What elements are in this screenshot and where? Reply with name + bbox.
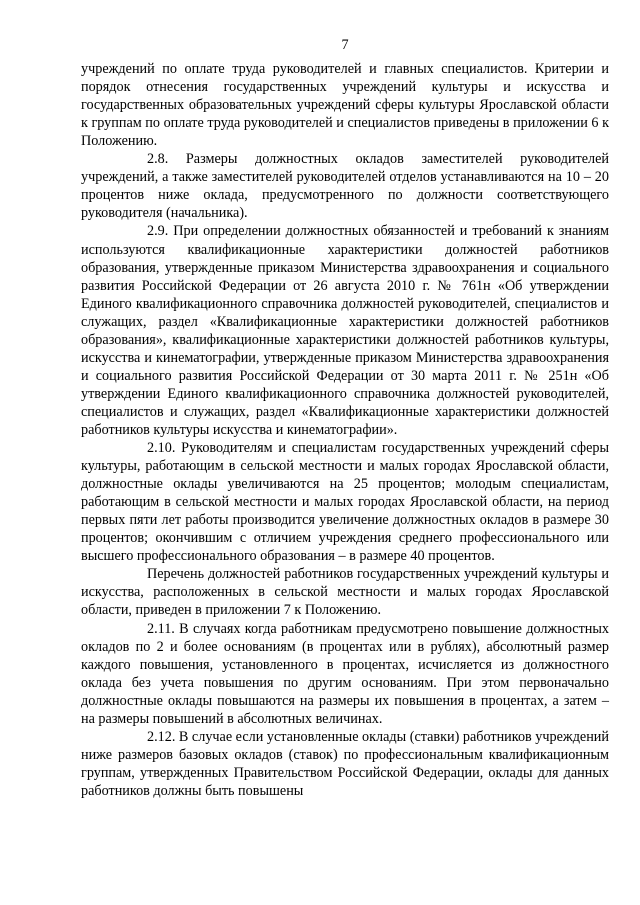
paragraph-2-11: 2.11. В случаях когда работникам предусмотрено повышение должностных окладов по 2 и более основаниям (в процентах или в рублях), абсолютный размер каждого повышения, установленного в процентах, исчисляется из должностного оклада без учета повышения по другим основаниям. При этом первоначально должностные оклады повышаются на размеры их повышения в процентах, а затем – на размеры повышений в абсолютных величинах. (81, 620, 609, 727)
paragraph-2-12: 2.12. В случае если установленные оклады (ставки) работников учреждений ниже размеров базовых окладов (ставок) по профессиональным квалификационным группам, утвержденных Правительством Российской Федерации, оклады для данных работников должны быть повышены (81, 728, 609, 799)
paragraph-2-9: 2.9. При определении должностных обязанностей и требований к знаниям используются квалификационные характеристики должностей работников образования, утвержденные приказом Министерства здравоохранения и социального развития Российской Федерации от 26 августа 2010 г. № 761н «Об утверждении Единого квалификационного справочника должностей руководителей, специалистов и служащих, раздел «Квалификационные характеристики должностей работников образования», квалификационные характеристики должностей работников культуры, искусства и кинематографии, утвержденные приказом Министерства здравоохранения и социального развития Российской Федерации от 30 марта 2011 г. № 251н «Об утверждении Единого квалификационного справочника должностей руководителей, специалистов и служащих, раздел «Квалификационные характеристики должностей работников культуры искусства и кинематографии». (81, 223, 609, 438)
document-page (81, 36, 609, 800)
paragraph-position-list: Перечень должностей работников государственных учреждений культуры и искусства, расположенных в сельской местности и малых городах Ярославской области, приведен в приложении 7 к Положению. (81, 566, 609, 619)
paragraph-2-8: 2.8. Размеры должностных окладов заместителей руководителей учреждений, а также заместителей руководителей отделов устанавливаются на 10 – 20 процентов ниже оклада, предусмотренного по должности соответствующего руководителя (начальника). (81, 151, 609, 222)
paragraph-2-10: 2.10. Руководителям и специалистам государственных учреждений сферы культуры, работающим в сельской местности и малых городах Ярославской области, должностные оклады увеличиваются на 25 процентов; молодым специалистам, работающим в сельской местности и малых городах Ярославской области, на период первых пяти лет работы производится увеличение должностных окладов в размере 30 процентов; окончившим с отличием учреждения среднего профессионального или высшего профессионального образования – в размере 40 процентов. (81, 440, 609, 565)
paragraph-continuation: учреждений по оплате труда руководителей и главных специалистов. Критерии и порядок отнесения государственных учреждений культуры и искусства и государственных образовательных учреждений сферы культуры Ярославской области к группам по оплате труда руководителей и специалистов приведены в приложении 6 к Положению. (81, 61, 609, 150)
page-number: 7 (341, 37, 349, 53)
